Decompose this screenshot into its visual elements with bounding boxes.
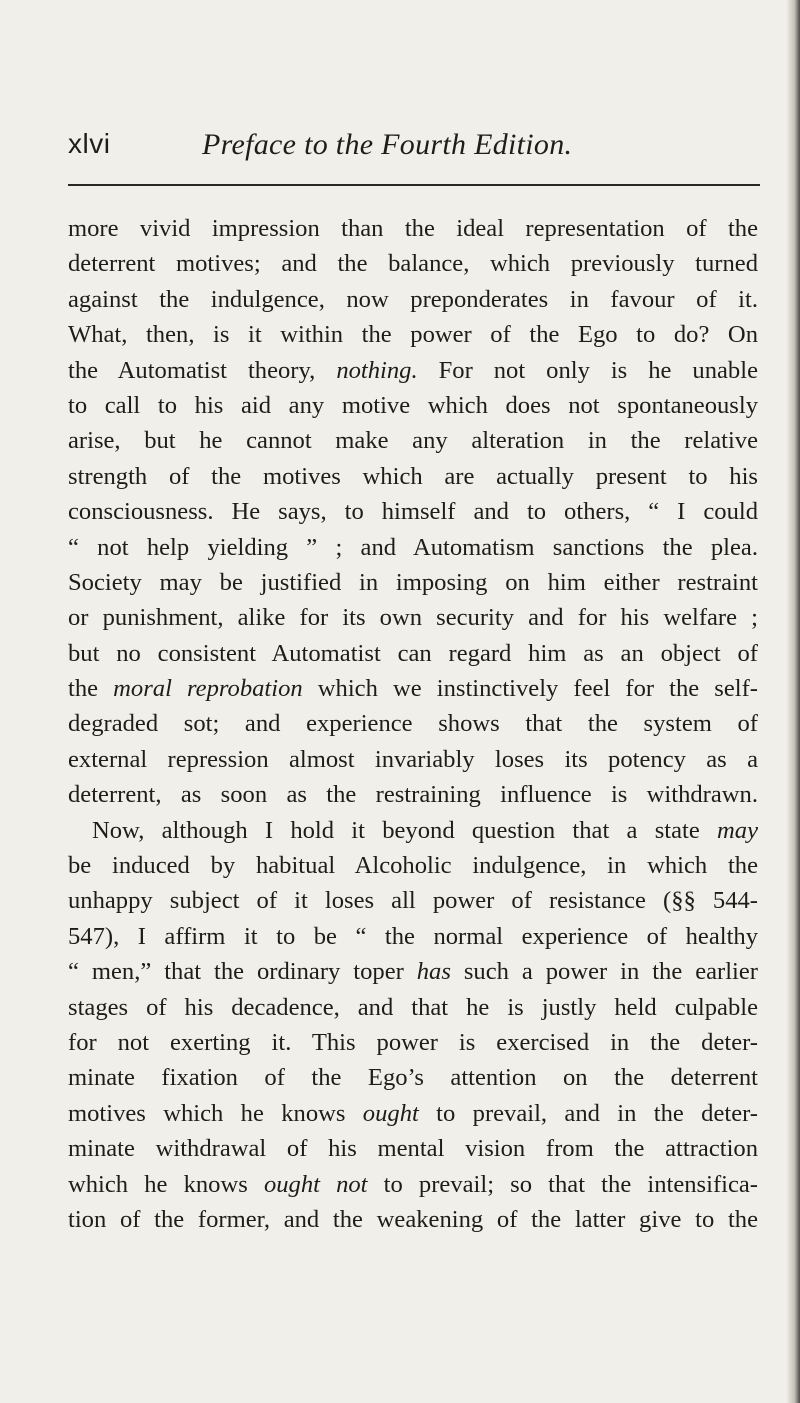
- text-run: or punishment, alike for its own security and for his welfare ;: [68, 604, 758, 632]
- text-line: [68, 671, 758, 706]
- text-run: What, then, is it within the power of the Ego to do? On: [68, 321, 758, 349]
- text-line: [68, 211, 758, 246]
- text-run: for not exerting it. This power is exercised in the deter-: [68, 1028, 758, 1056]
- text-run: but no consistent Automatist can regard him as an object of: [68, 639, 758, 667]
- italic-text: may: [717, 816, 758, 844]
- page-header: [68, 128, 758, 168]
- text-line: [68, 1060, 758, 1095]
- text-line: [68, 317, 758, 352]
- text-line: [68, 494, 758, 529]
- text-line: [68, 1025, 758, 1060]
- text-line: [68, 919, 758, 954]
- text-run: the Automatist theory,: [68, 356, 337, 384]
- text-run: to prevail, and in the deter-: [418, 1099, 758, 1127]
- text-run: deterrent, as soon as the restraining influence is withdrawn.: [68, 781, 758, 809]
- running-head: Preface to the Fourth Edition.: [202, 128, 573, 161]
- text-line: [68, 954, 758, 989]
- body-text: [68, 211, 758, 1237]
- text-line: [68, 848, 758, 883]
- text-run: stages of his decadence, and that he is justly held culpable: [68, 993, 758, 1021]
- text-run: “ men,” that the ordinary toper: [68, 958, 417, 986]
- text-run: minate fixation of the Ego’s attention on the deterrent: [68, 1064, 758, 1092]
- text-run: external repression almost invariably loses its potency as a: [68, 745, 758, 773]
- italic-text: ought: [362, 1099, 419, 1127]
- text-run: unhappy subject of it loses all power of resistance (§§ 544-: [68, 887, 758, 915]
- text-run: motives which he knows: [68, 1099, 363, 1127]
- text-line: [68, 353, 758, 388]
- text-run: For not only is he unable: [417, 356, 758, 384]
- text-line: [68, 246, 758, 281]
- text-run: Now, although I hold it beyond question that a state: [92, 816, 718, 844]
- text-run: strength of the motives which are actually present to his: [68, 462, 758, 490]
- text-run: to call to his aid any motive which does not spontaneously: [68, 391, 758, 419]
- text-run: to prevail; so that the intensifica-: [367, 1170, 758, 1198]
- text-run: tion of the former, and the weakening of the latter give to the: [68, 1205, 758, 1233]
- text-run: which we instinctively feel for the self-: [302, 675, 758, 703]
- text-line: [68, 813, 758, 848]
- header-rule: [68, 184, 760, 186]
- text-line: [68, 742, 758, 777]
- text-run: Society may be justified in imposing on him either restraint: [68, 568, 758, 596]
- text-run: be induced by habitual Alcoholic indulgence, in which the: [68, 852, 758, 880]
- text-run: minate withdrawal of his mental vision from the attraction: [68, 1135, 758, 1163]
- text-run: which he knows: [68, 1170, 264, 1198]
- text-line: [68, 636, 758, 671]
- italic-text: ought not: [263, 1170, 368, 1198]
- text-run: such a power in the earlier: [450, 958, 758, 986]
- text-run: deterrent motives; and the balance, which previously turned: [68, 250, 758, 278]
- italic-text: moral reprobation: [113, 675, 303, 703]
- text-run: consciousness. He says, to himself and to others, “ I could: [68, 498, 758, 526]
- text-line: [68, 706, 758, 741]
- text-run: arise, but he cannot make any alteration in the relative: [68, 427, 758, 455]
- italic-text: nothing.: [336, 356, 418, 384]
- text-line: [68, 777, 758, 812]
- page-number: xlvi: [68, 128, 111, 159]
- text-line: [68, 883, 758, 918]
- text-run: against the indulgence, now preponderates in favour of it.: [68, 285, 758, 313]
- page-edge-shadow: [786, 0, 800, 1403]
- text-line: [68, 388, 758, 423]
- text-run: the: [68, 675, 114, 703]
- text-line: [68, 423, 758, 458]
- text-line: [68, 459, 758, 494]
- text-line: [68, 1096, 758, 1131]
- text-run: “ not help yielding ” ; and Automatism sanctions the plea.: [68, 533, 758, 561]
- italic-text: has: [416, 958, 451, 986]
- text-run: 547), I affirm it to be “ the normal experience of healthy: [68, 922, 758, 950]
- text-line: [68, 530, 758, 565]
- text-run: more vivid impression than the ideal representation of the: [68, 215, 758, 242]
- text-line: [68, 1131, 758, 1166]
- text-line: [68, 282, 758, 317]
- text-run: degraded sot; and experience shows that the system of: [68, 710, 758, 738]
- text-line: [68, 565, 758, 600]
- text-line: [68, 600, 758, 635]
- text-line: [68, 1202, 758, 1237]
- text-line: [68, 1167, 758, 1202]
- text-line: [68, 990, 758, 1025]
